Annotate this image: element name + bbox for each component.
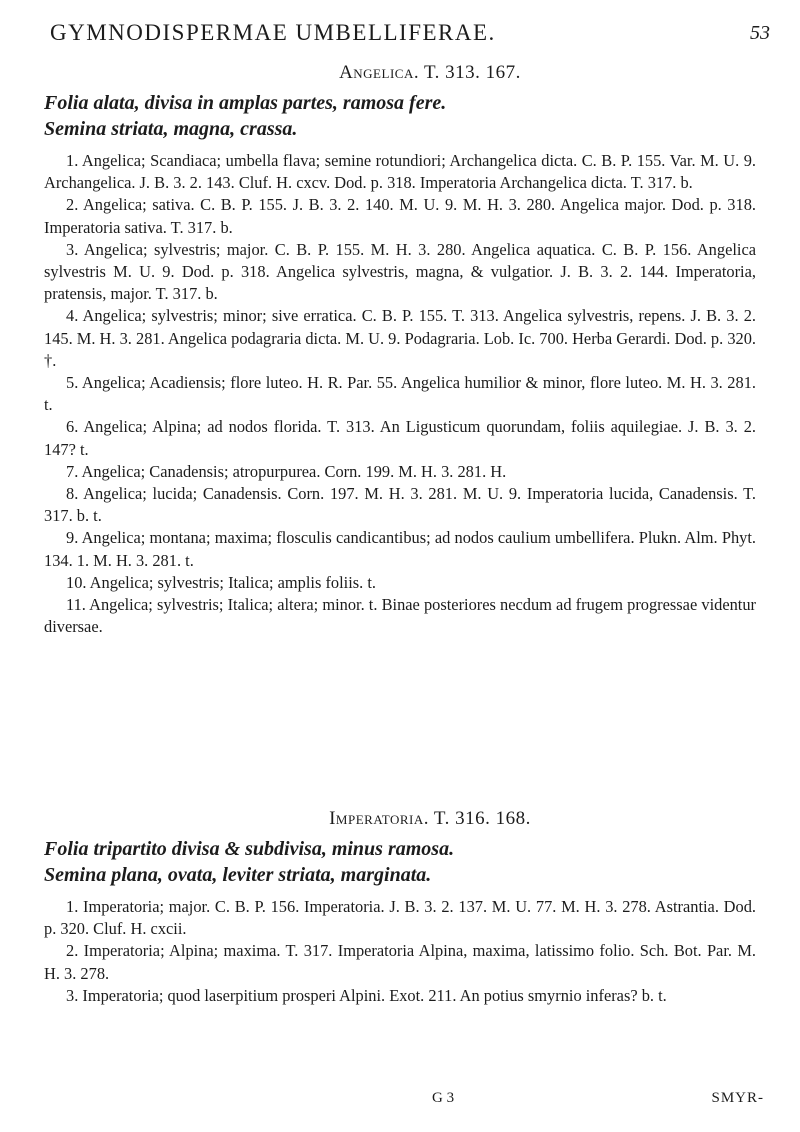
species-entry: 11. Angelica; sylvestris; Italica; altera; minor. t. Binae posteriores necdum ad frugem progressae videntur diversae. — [44, 595, 756, 637]
diagnosis-line: Folia alata, divisa in amplas partes, ramosa fere. — [44, 92, 447, 114]
species-entry: 2. Imperatoria; Alpina; maxima. T. 317. Imperatoria Alpina, maxima, latissimo folio. Sch. Bot. Par. M. H. 3. 278. — [44, 941, 756, 983]
genus-diagnosis-angelica — [44, 90, 764, 142]
species-entry: 4. Angelica; sylvestris; minor; sive erratica. C. B. P. 155. T. 313. Angelica sylvestris, repens. J. B. 3. 2. 145. M. H. 3. 281. Angelica podagraria dicta. M. U. 9. Podagraria. Lob. Ic. 700. Herba Gerardi. Dod. p. 320. †. — [44, 306, 756, 370]
species-entry: 1. Angelica; Scandiaca; umbella flava; semine rotundiori; Archangelica dicta. C. B. P. 155. Var. M. U. 9. Archangelica. J. B. 3. 2. 143. Cluf. H. cxcv. Dod. p. 318. Imperatoria Archangelica dicta. T. 317. b. — [44, 151, 756, 193]
species-entry: 7. Angelica; Canadensis; atropurpurea. Corn. 199. M. H. 3. 281. H. — [66, 461, 507, 481]
running-head — [0, 14, 800, 54]
species-entry: 5. Angelica; Acadiensis; flore luteo. H. R. Par. 55. Angelica humilior & minor, flore luteo. M. H. 3. 281. t. — [44, 373, 756, 415]
genus-diagnosis-imperatoria — [44, 836, 764, 888]
diagnosis-line: Semina plana, ovata, leviter striata, marginata. — [44, 864, 432, 886]
species-entry: 10. Angelica; sylvestris; Italica; amplis foliis. t. — [66, 572, 377, 592]
species-entry: 2. Angelica; sativa. C. B. P. 155. J. B. 3. 2. 140. M. U. 9. M. H. 3. 280. Angelica major. Dod. p. 318. Imperatoria sativa. T. 317. b. — [44, 195, 756, 237]
species-entry: 3. Angelica; sylvestris; major. C. B. P. 155. M. H. 3. 280. Angelica aquatica. C. B. P. 156. Angelica sylvestris M. U. 9. Dod. p. 318. Angelica sylvestris, magna, & vulgatior. J. B. 3. 2. 144. Imperatoria, pratensis, major. T. 317. b. — [44, 239, 756, 304]
diagnosis-line: Folia tripartito divisa & subdivisa, minus ramosa. — [44, 838, 455, 860]
catchword: SMYR- — [711, 1090, 764, 1106]
running-title: GYMNODISPERMAE UMBELLIFERAE. — [50, 20, 496, 45]
page-number: 53 — [750, 22, 770, 44]
species-entry: 3. Imperatoria; quod laserpitium prosperi Alpini. Exot. 211. An potius smyrnio inferas? b. t. — [66, 985, 667, 1005]
species-list-angelica — [44, 150, 756, 638]
species-entry: 6. Angelica; Alpina; ad nodos florida. T. 313. An Ligusticum quorundam, foliis aquilegiae. J. B. 3. 2. 147? t. — [44, 417, 756, 459]
genus-heading-angelica: Angelica. T. 313. 167. — [339, 62, 521, 83]
page-footer — [0, 1090, 800, 1120]
species-list-imperatoria — [44, 896, 756, 1007]
diagnosis-line: Semina striata, magna, crassa. — [44, 118, 298, 140]
genus-heading-imperatoria: Imperatoria. T. 316. 168. — [329, 808, 531, 829]
signature-mark: G 3 — [432, 1090, 455, 1106]
species-entry: 9. Angelica; montana; maxima; flosculis candicantibus; ad nodos caulium umbellifera. Plukn. Alm. Phyt. 134. 1. M. H. 3. 281. t. — [44, 528, 756, 570]
species-entry: 1. Imperatoria; major. C. B. P. 156. Imperatoria. J. B. 3. 2. 137. M. U. 77. M. H. 3. 278. Astrantia. Dod. p. 320. Cluf. H. cxcii. — [44, 897, 756, 939]
species-entry: 8. Angelica; lucida; Canadensis. Corn. 197. M. H. 3. 281. M. U. 9. Imperatoria lucida, Canadensis. T. 317. b. t. — [44, 484, 756, 526]
